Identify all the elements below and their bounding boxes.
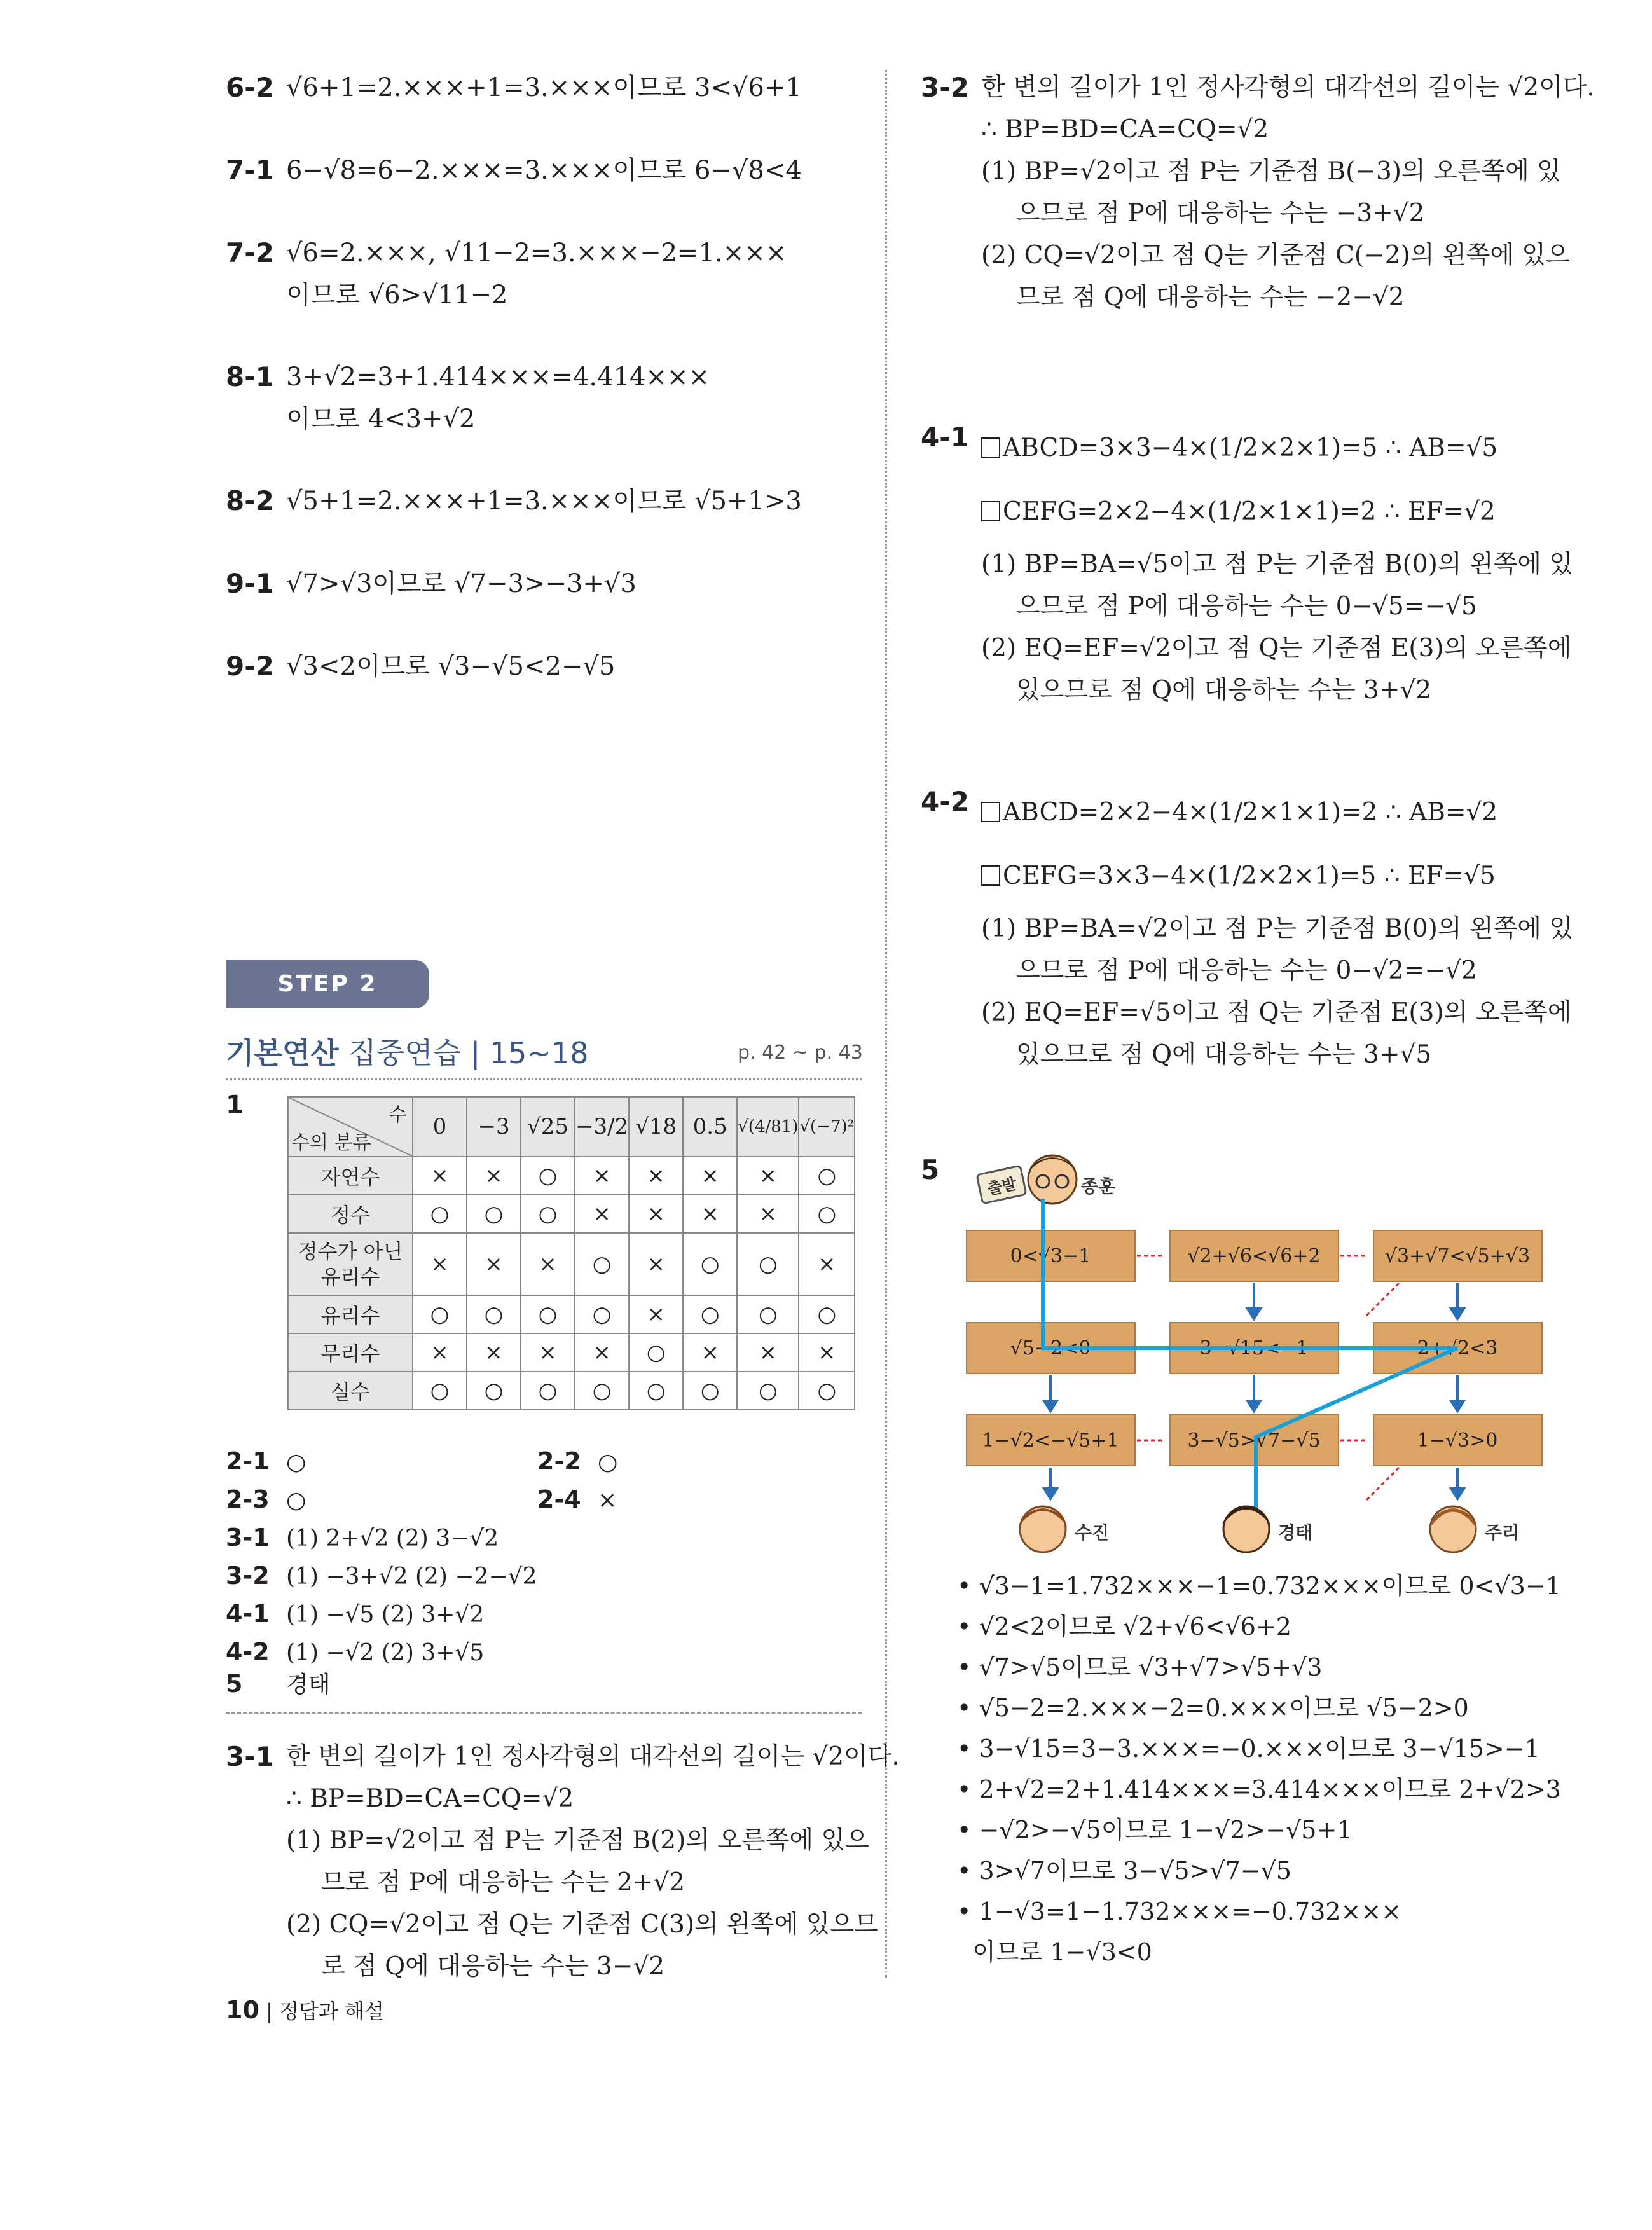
row-label: 유리수	[288, 1295, 413, 1333]
table-cell: ×	[521, 1233, 575, 1295]
table-number: 1	[226, 1091, 244, 1120]
solution-line: 한 변의 길이가 1인 정사각형의 대각선의 길이는 √2이다.	[286, 1742, 900, 1771]
section-title-rest: 집중연습 | 15~18	[338, 1036, 589, 1070]
page-footer: 10 | 정답과 해설	[226, 1996, 384, 2024]
table-cell: ○	[629, 1372, 683, 1410]
solution-line: (2) CQ=√2이고 점 Q는 기준점 C(3)의 왼쪽에 있으므	[286, 1910, 878, 1939]
footer-text: 정답과 해설	[279, 1999, 384, 2023]
table-cell: ○	[629, 1333, 683, 1372]
table-cell: ×	[575, 1157, 629, 1195]
solution-line: (1) BP=√2이고 점 P는 기준점 B(−3)의 오른쪽에 있	[981, 157, 1561, 186]
answer-value: (1) −3+√2 (2) −2−√2	[286, 1564, 537, 1590]
answer-item	[226, 1518, 499, 1558]
table-row	[288, 1195, 855, 1233]
table-cell: ○	[799, 1195, 855, 1233]
answer-key: 3-2	[226, 1562, 270, 1590]
table-cell: ○	[521, 1157, 575, 1195]
solution-line: 으므로 점 P에 대응하는 수는 0−√2=−√2	[1016, 956, 1477, 985]
corner-bottom: 수의 분류	[291, 1132, 371, 1154]
solution-line	[981, 480, 1573, 544]
girl-avatar-juri	[1430, 1506, 1476, 1552]
row-label: 정수	[288, 1195, 413, 1233]
answer-item	[226, 1480, 306, 1520]
answer-key: 2-4	[537, 1485, 581, 1513]
table-cell: ○	[521, 1195, 575, 1233]
section-title-bold: 기본연산	[226, 1036, 339, 1070]
table-cell: ×	[413, 1157, 467, 1195]
table-row	[288, 1372, 855, 1410]
solution-line: 으므로 점 P에 대응하는 수는 0−√5=−√5	[1016, 592, 1477, 621]
problem-number: 6-2	[226, 72, 274, 103]
square-symbol	[981, 802, 1000, 822]
solution-3-2	[921, 67, 1595, 319]
table-cell: ×	[413, 1333, 467, 1372]
problem-line: 이므로 4<3+√2	[286, 404, 476, 434]
bullet-line: • √5−2=2.×××−2=0.×××이므로 √5−2>0	[957, 1694, 1469, 1722]
problem-line: √6+1=2.×××+1=3.×××이므로 3<√6+1	[286, 73, 802, 102]
problem-line: 6−√8=6−2.×××=3.×××이므로 6−√8<4	[286, 156, 802, 185]
col-header: 0.5̇	[683, 1097, 737, 1157]
row-label: 자연수	[288, 1157, 413, 1195]
bullet-line: • 2+√2=2+1.414×××=3.414×××이므로 2+√2>3	[957, 1775, 1561, 1803]
section-rule	[226, 1078, 862, 1080]
answer-item	[537, 1442, 617, 1482]
table-cell: ○	[799, 1157, 855, 1195]
answer-value: ×	[598, 1487, 617, 1513]
table-cell: ×	[629, 1195, 683, 1233]
end-name: 경태	[1278, 1522, 1313, 1543]
problem-number: 7-2	[226, 237, 274, 268]
answer-item	[226, 1671, 331, 1698]
answer-value: ○	[286, 1449, 306, 1475]
table-cell: ○	[521, 1295, 575, 1333]
problem-9-2	[226, 645, 615, 687]
solution-line: (2) CQ=√2이고 점 Q는 기준점 C(−2)의 왼쪽에 있으	[981, 241, 1570, 270]
table-row	[288, 1295, 855, 1333]
problem-7-2	[226, 232, 787, 316]
answer-key: 4-2	[226, 1638, 270, 1666]
box-label: 1−√2<−√5+1	[982, 1429, 1119, 1452]
answers-rule	[226, 1712, 862, 1714]
problem-8-1	[226, 356, 710, 440]
box-label: 0<√3−1	[1010, 1245, 1091, 1267]
table-cell: ○	[413, 1295, 467, 1333]
table-cell: ○	[799, 1295, 855, 1333]
col-header: √25	[521, 1097, 575, 1157]
boy-avatar	[1028, 1155, 1077, 1204]
answer-item	[226, 1595, 484, 1634]
solution-line: 로 점 Q에 대응하는 수는 3−√2	[321, 1952, 665, 1981]
table-row	[288, 1233, 855, 1295]
table-cell: ○	[737, 1233, 799, 1295]
solution-line: (1) BP=√2이고 점 P는 기준점 B(2)의 오른쪽에 있으	[286, 1826, 869, 1855]
table-cell: ○	[467, 1195, 521, 1233]
table-cell: ×	[467, 1233, 521, 1295]
solution-line: ∴ BP=BD=CA=CQ=√2	[981, 115, 1269, 144]
square-symbol	[981, 865, 1000, 886]
problem-number: 8-2	[226, 485, 274, 516]
table-cell: ×	[799, 1333, 855, 1372]
bullet-line: • 1−√3=1−1.732×××=−0.732×××	[957, 1897, 1402, 1925]
square-symbol	[981, 501, 1000, 521]
solution-line: 한 변의 길이가 1인 정사각형의 대각선의 길이는 √2이다.	[981, 73, 1595, 102]
solution-text: CEFG=3×3−4×(1/2×2×1)=5 ∴ EF=√5	[1003, 862, 1496, 890]
solution-line: 므로 점 P에 대응하는 수는 2+√2	[321, 1868, 685, 1897]
problem-line: √6=2.×××, √11−2=3.×××−2=1.×××	[286, 238, 787, 268]
box-label: √3+√7<√5+√3	[1384, 1245, 1531, 1267]
solution-4-1	[921, 416, 1573, 712]
table-cell: ○	[575, 1295, 629, 1333]
answer-item	[537, 1480, 617, 1520]
table-row	[288, 1157, 855, 1195]
answer-value: ○	[286, 1487, 306, 1513]
solution-text: CEFG=2×2−4×(1/2×1×1)=2 ∴ EF=√2	[1003, 497, 1496, 526]
bullet-line: • −√2>−√5이므로 1−√2>−√5+1	[957, 1816, 1353, 1844]
solution-line: (2) EQ=EF=√2이고 점 Q는 기준점 E(3)의 오른쪽에	[981, 634, 1572, 663]
problem-number: 5	[921, 1154, 940, 1185]
table-cell: ○	[799, 1372, 855, 1410]
answer-key: 2-2	[537, 1447, 581, 1475]
col-header: √(−7)²	[799, 1097, 855, 1157]
answer-key: 3-1	[226, 1524, 270, 1552]
solution-line	[981, 781, 1573, 844]
maze-diagram	[954, 1145, 1552, 1564]
start-marker	[977, 1155, 1115, 1204]
table-cell: ○	[737, 1295, 799, 1333]
col-header: −3/2	[575, 1097, 629, 1157]
problem-number: 4-2	[921, 786, 969, 817]
table-corner	[288, 1097, 413, 1157]
box-label: √2+√6<√6+2	[1187, 1245, 1321, 1267]
table-cell: ○	[521, 1372, 575, 1410]
problem-line: 이므로 √6>√11−2	[286, 280, 508, 310]
start-name: 종훈	[1081, 1176, 1116, 1197]
column-divider	[885, 70, 887, 1978]
table-cell: ×	[413, 1233, 467, 1295]
col-header: −3	[467, 1097, 521, 1157]
problem-number: 3-1	[226, 1741, 274, 1772]
corner-top: 수	[389, 1104, 407, 1126]
problem-number: 9-2	[226, 650, 274, 682]
solution-line: (2) EQ=EF=√5이고 점 Q는 기준점 E(3)의 오른쪽에	[981, 998, 1572, 1027]
answer-key: 5	[226, 1670, 243, 1698]
girl-avatar-sujin	[1020, 1506, 1066, 1552]
table-cell: ×	[629, 1233, 683, 1295]
problem-line: √3<2이므로 √3−√5<2−√5	[286, 652, 616, 681]
table-cell: ×	[575, 1333, 629, 1372]
table-cell: ○	[683, 1295, 737, 1333]
bullet-line: • 3>√7이므로 3−√5>√7−√5	[957, 1857, 1291, 1885]
table-cell: ×	[467, 1157, 521, 1195]
answer-key: 2-1	[226, 1447, 270, 1475]
solution-4-2	[921, 781, 1573, 1076]
row-label: 무리수	[288, 1333, 413, 1372]
solution-line: 있으므로 점 Q에 대응하는 수는 3+√2	[1016, 676, 1432, 705]
table-cell: ×	[683, 1157, 737, 1195]
start-sign-text: 출발	[986, 1174, 1019, 1199]
table-cell: ○	[575, 1233, 629, 1295]
answer-value: (1) −√2 (2) 3+√5	[286, 1640, 485, 1666]
solution-3-1	[226, 1736, 900, 1988]
bullet-line: • √2<2이므로 √2+√6<√6+2	[957, 1613, 1291, 1641]
box-label: 1−√3>0	[1417, 1429, 1498, 1452]
solution-line: ∴ BP=BD=CA=CQ=√2	[286, 1784, 574, 1813]
problem-9-1	[226, 563, 637, 605]
table-cell: ○	[467, 1295, 521, 1333]
table-cell: ×	[629, 1157, 683, 1195]
solution-line: 므로 점 Q에 대응하는 수는 −2−√2	[1016, 283, 1405, 312]
problem-number: 9-1	[226, 568, 274, 599]
table-cell: ○	[413, 1195, 467, 1233]
solution-line: 으므로 점 P에 대응하는 수는 −3+√2	[1016, 199, 1425, 228]
solution-line: 있으므로 점 Q에 대응하는 수는 3+√5	[1016, 1040, 1432, 1069]
table-cell: ×	[683, 1195, 737, 1233]
problem-8-2	[226, 480, 802, 522]
end-name: 수진	[1075, 1522, 1110, 1543]
bullet-line: • 3−√15=3−3.×××=−0.×××이므로 3−√15>−1	[957, 1735, 1540, 1763]
solution-line	[981, 416, 1573, 480]
col-header: 0	[413, 1097, 467, 1157]
problem-number: 3-2	[921, 72, 969, 103]
problem-number: 7-1	[226, 155, 274, 186]
section-pages: p. 42 ~ p. 43	[738, 1042, 863, 1064]
table-cell: ○	[683, 1233, 737, 1295]
answer-item	[226, 1557, 537, 1596]
table-cell: ×	[737, 1195, 799, 1233]
answer-value: (1) −√5 (2) 3+√2	[286, 1602, 485, 1628]
end-characters	[1019, 1506, 1519, 1552]
solution-line: (1) BP=BA=√2이고 점 P는 기준점 B(0)의 왼쪽에 있	[981, 914, 1573, 943]
solution-line: (1) BP=BA=√5이고 점 P는 기준점 B(0)의 왼쪽에 있	[981, 550, 1573, 579]
table-cell: ×	[629, 1295, 683, 1333]
table-cell: ×	[737, 1333, 799, 1372]
box-label: √5−2<0	[1010, 1337, 1091, 1359]
problem5-bullets	[957, 1566, 1561, 1972]
table-cell: ○	[683, 1372, 737, 1410]
answer-item	[226, 1633, 484, 1672]
bullet-line: 이므로 1−√3<0	[957, 1938, 1152, 1966]
table-cell: ×	[683, 1333, 737, 1372]
problem-number: 4-1	[921, 422, 969, 453]
bullet-line: • √3−1=1.732×××−1=0.732×××이므로 0<√3−1	[957, 1572, 1561, 1600]
answer-value: (1) 2+√2 (2) 3−√2	[286, 1525, 499, 1552]
row-label: 실수	[288, 1372, 413, 1410]
problem-number: 8-1	[226, 361, 274, 392]
solution-text: ABCD=2×2−4×(1/2×1×1)=2 ∴ AB=√2	[1003, 798, 1498, 827]
box-label: 3−√5>√7−√5	[1187, 1429, 1321, 1452]
table-cell: ×	[575, 1195, 629, 1233]
bullet-line: • √7>√5이므로 √3+√7>√5+√3	[957, 1653, 1323, 1681]
problem-line: 3+√2=3+1.414×××=4.414×××	[286, 362, 710, 392]
table-row	[288, 1333, 855, 1372]
table-cell: ×	[521, 1333, 575, 1372]
step-badge: STEP 2	[226, 960, 429, 1008]
col-header: √(4/81)	[737, 1097, 799, 1157]
table-cell: ×	[799, 1233, 855, 1295]
col-header: √18	[629, 1097, 683, 1157]
answer-value: ○	[598, 1449, 618, 1475]
table-cell: ○	[467, 1372, 521, 1410]
section-title	[226, 1030, 588, 1072]
table-cell: ×	[737, 1157, 799, 1195]
problem-line: √7>√3이므로 √7−3>−3+√3	[286, 569, 637, 598]
problem-7-1	[226, 149, 802, 191]
classification-table	[287, 1096, 855, 1410]
row-label: 정수가 아닌 유리수	[288, 1233, 413, 1295]
box-label: 2+√2<3	[1417, 1337, 1498, 1359]
table-cell: ○	[413, 1372, 467, 1410]
problem-6-2	[226, 67, 802, 109]
table-cell: ○	[737, 1372, 799, 1410]
answer-key: 4-1	[226, 1600, 270, 1628]
table-cell: ○	[575, 1372, 629, 1410]
answer-item	[226, 1442, 306, 1482]
table-cell: ×	[467, 1333, 521, 1372]
solution-line	[981, 844, 1573, 908]
answer-key: 2-3	[226, 1485, 270, 1513]
answer-value: 경태	[286, 1672, 331, 1698]
page-number: 10	[226, 1996, 259, 2024]
end-name: 주리	[1485, 1522, 1520, 1543]
problem-line: √5+1=2.×××+1=3.×××이므로 √5+1>3	[286, 486, 802, 516]
square-symbol	[981, 437, 1000, 458]
solution-text: ABCD=3×3−4×(1/2×2×1)=5 ∴ AB=√5	[1003, 434, 1498, 462]
box-label: 3−√15<−1	[1199, 1337, 1309, 1359]
